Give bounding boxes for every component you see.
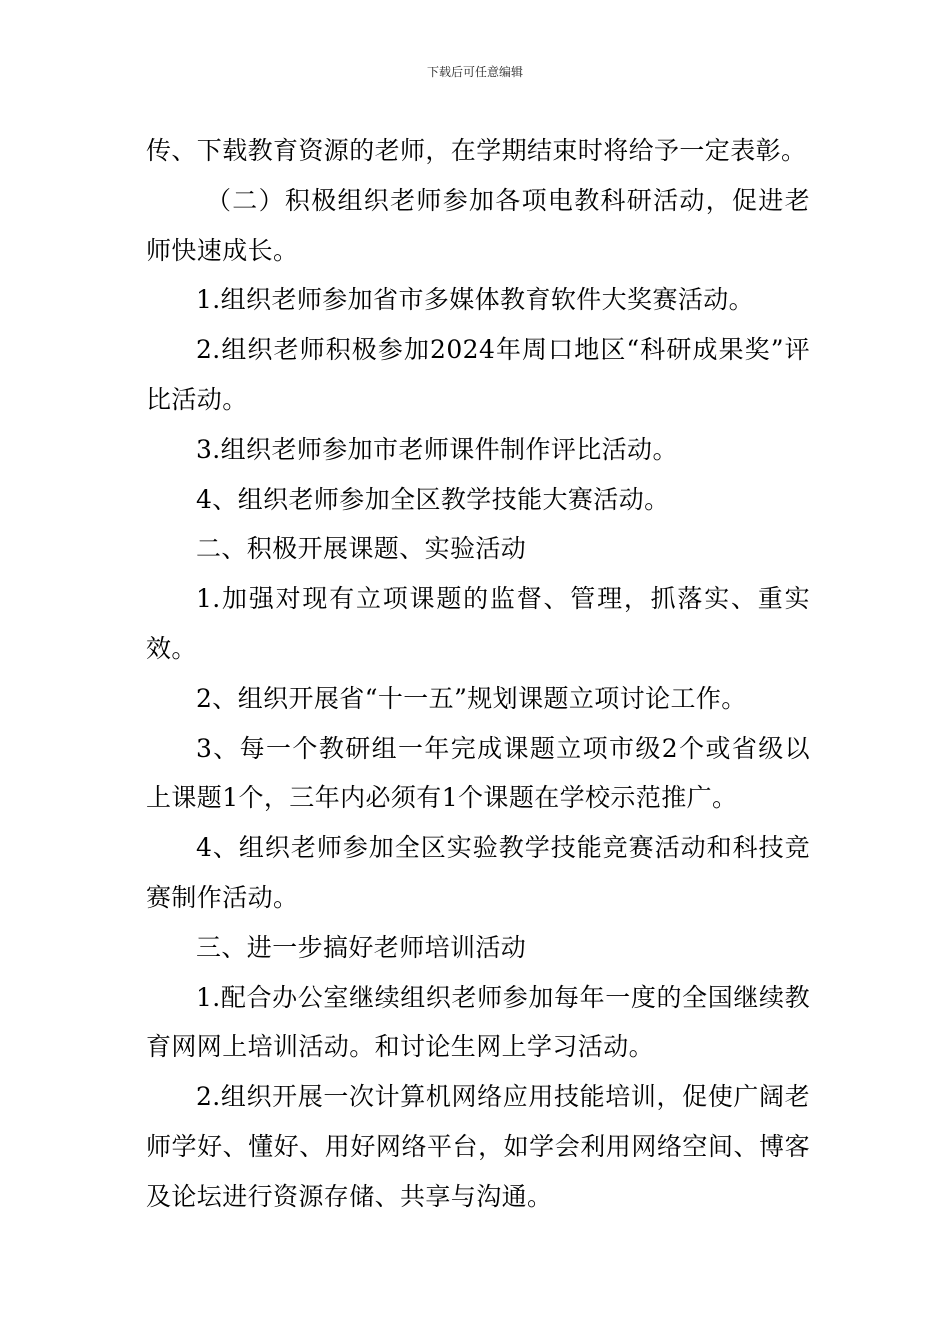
paragraph-item: 4、组织老师参加全区实验教学技能竞赛活动和科技竞赛制作活动。 — [146, 833, 810, 912]
paragraph-item: 2.组织老师积极参加2024年周口地区“科研成果奖”评比活动。 — [146, 335, 810, 414]
paragraph-continuation: 传、下载教育资源的老师，在学期结束时将给予一定表彰。 — [146, 136, 807, 165]
paragraph-item: 1.组织老师参加省市多媒体教育软件大奖赛活动。 — [196, 285, 755, 315]
paragraph-item: 2、组织开展省“十一五”规划课题立项讨论工作。 — [196, 683, 747, 713]
paragraph-item: 1.加强对现有立项课题的监督、管理，抓落实、重实效。 — [146, 584, 810, 663]
section-heading-3: 三、进一步搞好老师培训活动 — [196, 932, 527, 962]
paragraph-item: 2.组织开展一次计算机网络应用技能培训，促使广阔老师学好、懂好、用好网络平台，如学会利用网络空间、博客及论坛进行资源存储、共享与沟通。 — [146, 1082, 810, 1211]
page-header: 下载后可任意编辑 — [426, 65, 523, 79]
paragraph-item: 3、每一个教研组一年完成课题立项市级2个或省级以上课题1个，三年内必须有1个课题在学校示范推广。 — [146, 733, 810, 813]
paragraph-subsection-2: （二）积极组织老师参加各项电教科研活动，促进老师快速成长。 — [146, 185, 810, 265]
paragraph-item: 3.组织老师参加市老师课件制作评比活动。 — [196, 434, 678, 464]
paragraph-item: 1.配合办公室继续组织老师参加每年一度的全国继续教育网网上培训活动。和讨论生网上学习活动。 — [146, 982, 810, 1062]
paragraph-item: 4、组织老师参加全区教学技能大赛活动。 — [196, 484, 670, 514]
document-body — [146, 126, 810, 1222]
section-heading-2: 二、积极开展课题、实验活动 — [196, 534, 527, 564]
